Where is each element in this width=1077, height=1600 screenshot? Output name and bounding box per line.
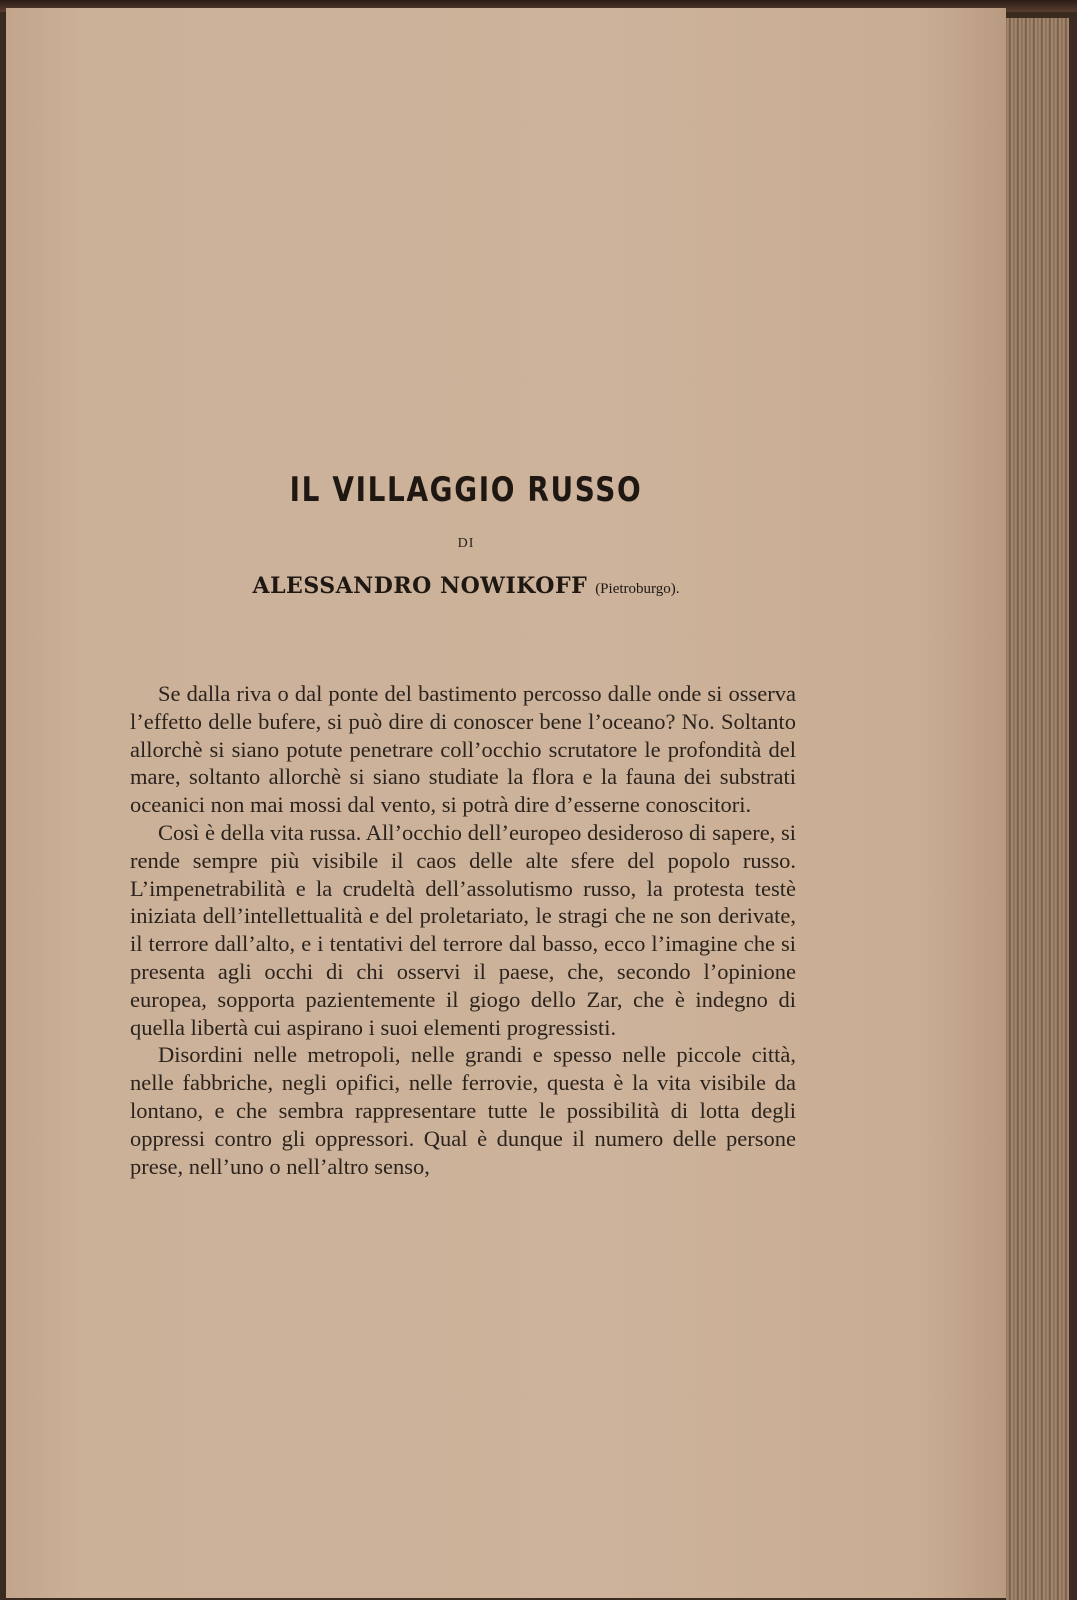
by-line: DI [457, 536, 475, 551]
article-body [130, 680, 796, 1180]
author-place: (Pietroburgo). [595, 581, 680, 597]
book-page [6, 8, 1006, 1598]
paragraph-1: Se dalla riva o dal ponte del bastimento percosso dalle onde si osserva l’effetto delle bufere, si può dire di conoscer bene l’oceano? No. Soltanto allorchè si siano potute penetrare coll’occhio scrutatore le profondità del mare, soltanto allorchè si siano studiate la flora e la fauna dei substrati oceanici non mai mossi dal vento, si potrà dire d’esserne conoscitori. [130, 681, 796, 818]
author-name: ALESSANDRO NOWIKOFF [252, 573, 588, 599]
paragraph-2: Così è della vita russa. All’occhio dell’europeo desideroso di sapere, si rende sempre più visibile il caos delle alte sfere del popolo russo. L’impenetrabilità e la crudeltà dell’assolutismo russo, la protesta testè iniziata dell’intellettualità e del proletariato, le stragi che ne son derivate, il terrore dall’alto, e i tentativi del terrore dal basso, ecco l’imagine che si presenta agli occhi di chi osservi il paese, che, secondo l’opinione europea, sopporta pazientemente il giogo dello Zar, che è indegno di quella libertà cui aspirano i suoi elementi progressisti. [130, 819, 796, 1040]
book-page-edges [1006, 18, 1077, 1600]
paragraph-3: Disordini nelle metropoli, nelle grandi e spesso nelle piccole città, nelle fabbriche, negli opifici, nelle ferrovie, questa è la vita visibile da lontano, e che sembra rappresentare tutte le possibilità di lotta degli oppressi contro gli oppressori. Qual è dunque il numero delle persone prese, nell’uno o nell’altro senso, [130, 1042, 796, 1179]
article-title: IL VILLAGGIO RUSSO [289, 470, 643, 510]
author-line [6, 573, 926, 599]
